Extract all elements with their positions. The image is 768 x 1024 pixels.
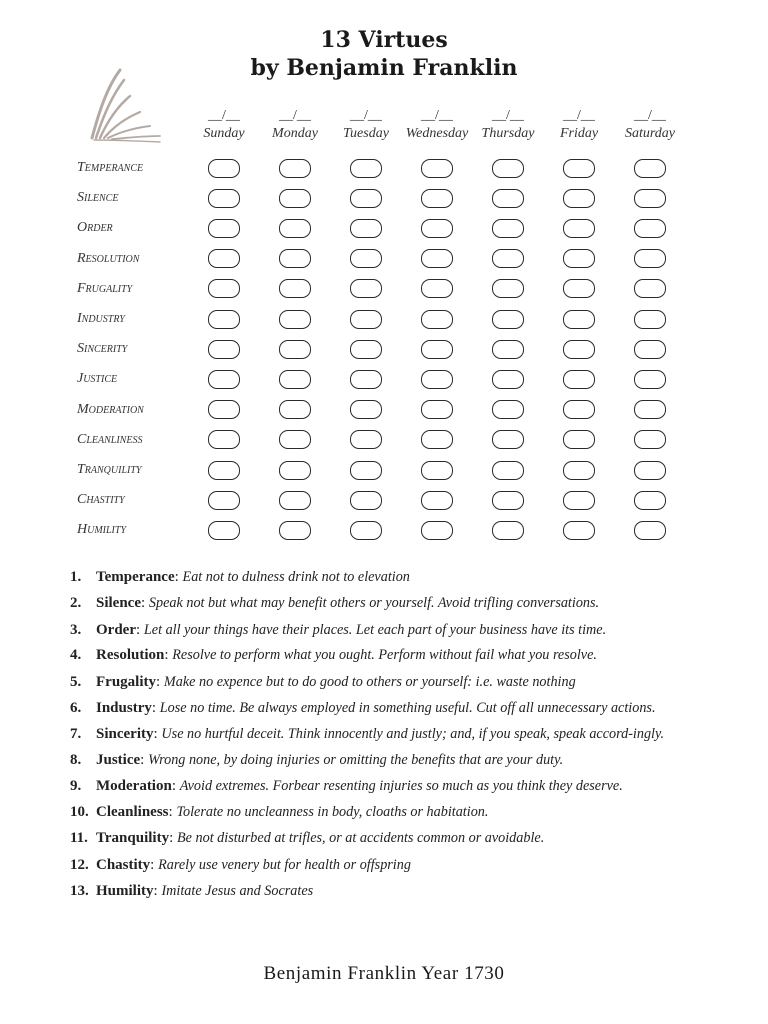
- checkbox-temperance-thursday[interactable]: [492, 159, 524, 178]
- item-number: 10.: [70, 804, 89, 821]
- virtue-name: Resolution: [96, 647, 165, 664]
- virtue-description: Speak not but what may benefit others or yourself. Avoid trifling conversations.: [148, 595, 600, 612]
- day-header-wednesday: [401, 107, 473, 143]
- checkbox-sincerity-tuesday[interactable]: [350, 340, 382, 359]
- virtue-description-item: 6. Industry: Lose no time. Be always employed in something useful. Cut off all unnecessary actions.: [70, 697, 700, 720]
- virtue-name: Temperance: [96, 569, 175, 585]
- checkbox-cleanliness-sunday[interactable]: [208, 430, 240, 449]
- checkbox-chastity-saturday[interactable]: [634, 491, 666, 510]
- checkbox-silence-thursday[interactable]: [492, 189, 524, 208]
- checkbox-industry-friday[interactable]: [563, 310, 595, 329]
- checkbox-frugality-sunday[interactable]: [208, 279, 240, 298]
- checkbox-order-tuesday[interactable]: [350, 219, 382, 238]
- checkbox-temperance-friday[interactable]: [563, 159, 595, 178]
- virtue-description-item: 13. Humility: Imitate Jesus and Socrates: [70, 880, 700, 904]
- virtue-label-tranquility: Tranquility: [77, 462, 142, 477]
- checkbox-cleanliness-wednesday[interactable]: [421, 430, 453, 449]
- checkbox-temperance-monday[interactable]: [279, 159, 311, 178]
- checkbox-humility-tuesday[interactable]: [350, 521, 382, 540]
- checkbox-industry-tuesday[interactable]: [350, 310, 382, 329]
- virtue-description-list: [70, 566, 700, 906]
- item-number: 13.: [70, 883, 89, 900]
- virtue-description-item: 11. Tranquility: Be not disturbed at trifles, or at accidents common or avoidable.: [70, 827, 700, 851]
- day-label: Tuesday: [343, 126, 389, 141]
- virtue-description: Let all your things have their places. Let each part of your business have its time.: [143, 621, 607, 638]
- checkbox-frugality-monday[interactable]: [279, 279, 311, 298]
- checkbox-chastity-friday[interactable]: [563, 491, 595, 510]
- item-number: 12.: [70, 856, 89, 873]
- virtue-description-item: 10. Cleanliness: Tolerate no uncleanness in body, cloaths or habitation.: [70, 801, 700, 825]
- virtue-name: Justice: [96, 751, 141, 768]
- virtue-description: Eat not to dulness drink not to elevation: [182, 569, 410, 585]
- virtue-description: Be not disturbed at trifles, or at accidents common or avoidable.: [177, 830, 545, 847]
- checkbox-resolution-tuesday[interactable]: [350, 249, 382, 268]
- virtue-description: Avoid extremes. Forbear resenting injuries so much as you think they deserve.: [179, 777, 623, 794]
- checkbox-justice-thursday[interactable]: [492, 370, 524, 389]
- day-label: Monday: [272, 126, 318, 141]
- checkbox-tranquility-sunday[interactable]: [208, 461, 240, 480]
- virtue-label-cleanliness: Cleanliness: [77, 431, 143, 447]
- checkbox-order-sunday[interactable]: [208, 219, 240, 238]
- day-label: Friday: [559, 126, 599, 141]
- checkbox-sincerity-saturday[interactable]: [634, 340, 666, 359]
- virtue-name: Moderation: [96, 777, 172, 794]
- item-number: 5.: [70, 673, 82, 690]
- virtue-description-item: 1. Temperance: Eat not to dulness drink not to elevation: [70, 566, 700, 590]
- item-number: 4.: [70, 647, 82, 664]
- day-header-monday: [259, 107, 331, 143]
- virtue-label-moderation: Moderation: [77, 401, 144, 417]
- checkbox-order-monday[interactable]: [279, 219, 311, 238]
- checkbox-resolution-wednesday[interactable]: [421, 249, 453, 268]
- checkbox-tranquility-tuesday[interactable]: [350, 461, 382, 480]
- virtue-name: Tranquility: [96, 830, 170, 847]
- virtue-name: Chastity: [96, 856, 151, 873]
- checkbox-temperance-sunday[interactable]: [208, 159, 240, 178]
- checkbox-order-thursday[interactable]: [492, 219, 524, 238]
- checkbox-cleanliness-friday[interactable]: [563, 430, 595, 449]
- virtue-description: Lose no time. Be always employed in something useful. Cut off all unnecessary actions.: [159, 699, 656, 716]
- virtue-description: Wrong none, by doing injuries or omitting the benefits that are your duty.: [148, 751, 564, 768]
- checkbox-sincerity-monday[interactable]: [279, 340, 311, 359]
- checkbox-humility-thursday[interactable]: [492, 521, 524, 540]
- checkbox-order-friday[interactable]: [563, 219, 595, 238]
- checkbox-cleanliness-monday[interactable]: [279, 430, 311, 449]
- day-label: Wednesday: [405, 126, 469, 141]
- page-subtitle: by Benjamin Franklin: [250, 55, 518, 81]
- virtue-label-frugality: Frugality: [77, 280, 133, 296]
- checkbox-humility-friday[interactable]: [563, 521, 595, 540]
- virtue-name: Silence: [96, 595, 141, 612]
- day-header-saturday: [614, 107, 686, 143]
- checkbox-moderation-wednesday[interactable]: [421, 400, 453, 419]
- virtue-description: Rarely use venery but for health or offspring: [158, 856, 411, 873]
- date-blank: __/__: [634, 108, 666, 123]
- checkbox-temperance-wednesday[interactable]: [421, 159, 453, 178]
- date-blank: __/__: [208, 108, 240, 123]
- date-blank: __/__: [421, 108, 453, 123]
- checkbox-justice-saturday[interactable]: [634, 370, 666, 389]
- checkbox-justice-tuesday[interactable]: [350, 370, 382, 389]
- virtue-name: Cleanliness: [96, 804, 169, 821]
- checkbox-sincerity-sunday[interactable]: [208, 340, 240, 359]
- checkbox-moderation-tuesday[interactable]: [350, 400, 382, 419]
- item-number: 2.: [70, 595, 82, 612]
- checkbox-resolution-thursday[interactable]: [492, 249, 524, 268]
- checkbox-chastity-monday[interactable]: [279, 491, 311, 510]
- checkbox-cleanliness-tuesday[interactable]: [350, 430, 382, 449]
- checkbox-justice-monday[interactable]: [279, 370, 311, 389]
- checkbox-chastity-wednesday[interactable]: [421, 491, 453, 510]
- virtue-label-chastity: Chastity: [77, 492, 125, 508]
- checkbox-moderation-friday[interactable]: [563, 400, 595, 419]
- checkbox-silence-tuesday[interactable]: [350, 189, 382, 208]
- checkbox-frugality-friday[interactable]: [563, 279, 595, 298]
- checkbox-justice-sunday[interactable]: [208, 370, 240, 389]
- checkbox-humility-wednesday[interactable]: [421, 521, 453, 540]
- checkbox-industry-thursday[interactable]: [492, 310, 524, 329]
- feather-wing-icon: [86, 68, 166, 144]
- checkbox-tranquility-saturday[interactable]: [634, 461, 666, 480]
- virtue-description: Tolerate no uncleanness in body, cloaths or habitation.: [176, 804, 489, 821]
- virtue-description-item: 3. Order: Let all your things have their places. Let each part of your business have its time.: [70, 619, 700, 642]
- virtue-name: Frugality: [96, 673, 156, 690]
- day-header-sunday: [188, 107, 260, 143]
- footer-signature: Benjamin Franklin Year 1730: [263, 963, 505, 984]
- checkbox-silence-monday[interactable]: [279, 189, 311, 208]
- day-header-friday: [543, 107, 615, 143]
- virtue-description-item: 9. Moderation: Avoid extremes. Forbear resenting injuries so much as you think they deserve.: [70, 775, 700, 799]
- checkbox-sincerity-friday[interactable]: [563, 340, 595, 359]
- checkbox-moderation-thursday[interactable]: [492, 400, 524, 419]
- virtue-label-justice: Justice: [77, 371, 118, 387]
- checkbox-cleanliness-thursday[interactable]: [492, 430, 524, 449]
- virtue-name: Sincerity: [96, 725, 154, 742]
- checkbox-frugality-saturday[interactable]: [634, 279, 666, 298]
- checkbox-resolution-friday[interactable]: [563, 249, 595, 268]
- checkbox-sincerity-thursday[interactable]: [492, 340, 524, 359]
- virtue-label-sincerity: Sincerity: [77, 341, 128, 357]
- checkbox-justice-friday[interactable]: [563, 370, 595, 389]
- checkbox-industry-saturday[interactable]: [634, 310, 666, 329]
- page-title: 13 Virtues: [320, 27, 448, 53]
- day-label: Sunday: [203, 126, 245, 141]
- date-blank: __/__: [279, 108, 311, 123]
- virtue-label-silence: Silence: [77, 190, 119, 206]
- checkbox-silence-friday[interactable]: [563, 189, 595, 208]
- checkbox-industry-monday[interactable]: [279, 310, 311, 329]
- item-number: 3.: [70, 621, 82, 638]
- virtue-label-humility: Humility: [77, 522, 127, 538]
- checkbox-resolution-saturday[interactable]: [634, 249, 666, 268]
- checkbox-resolution-monday[interactable]: [279, 249, 311, 268]
- virtue-label-resolution: Resolution: [77, 250, 140, 266]
- checkbox-resolution-sunday[interactable]: [208, 249, 240, 268]
- checkbox-tranquility-thursday[interactable]: [492, 461, 524, 480]
- checkbox-chastity-tuesday[interactable]: [350, 491, 382, 510]
- item-number: 7.: [70, 725, 82, 742]
- item-number: 1.: [70, 569, 82, 585]
- checkbox-tranquility-monday[interactable]: [279, 461, 311, 480]
- checkbox-humility-saturday[interactable]: [634, 521, 666, 540]
- checkbox-moderation-monday[interactable]: [279, 400, 311, 419]
- virtue-label-temperance: Temperance: [77, 160, 144, 175]
- virtue-description-item: 2. Silence: Speak not but what may benefit others or yourself. Avoid trifling conversations.: [70, 592, 700, 616]
- checkbox-moderation-saturday[interactable]: [634, 400, 666, 419]
- checkbox-temperance-saturday[interactable]: [634, 159, 666, 178]
- virtue-description-item: 8. Justice: Wrong none, by doing injuries or omitting the benefits that are your duty.: [70, 749, 700, 773]
- day-header-tuesday: [330, 107, 402, 143]
- checkbox-temperance-tuesday[interactable]: [350, 159, 382, 178]
- checkbox-order-wednesday[interactable]: [421, 219, 453, 238]
- day-label: Thursday: [481, 126, 535, 141]
- checkbox-tranquility-wednesday[interactable]: [421, 461, 453, 480]
- date-blank: __/__: [492, 108, 524, 123]
- checkbox-chastity-thursday[interactable]: [492, 491, 524, 510]
- virtue-name: Industry: [96, 699, 152, 716]
- virtue-name: Order: [96, 621, 136, 638]
- checkbox-frugality-tuesday[interactable]: [350, 279, 382, 298]
- day-label: Saturday: [624, 126, 676, 141]
- checkbox-sincerity-wednesday[interactable]: [421, 340, 453, 359]
- checkbox-industry-sunday[interactable]: [208, 310, 240, 329]
- virtue-description: Use no hurtful deceit. Think innocently and justly; and, if you speak, speak accord-ingly.: [161, 725, 665, 742]
- virtue-description-item: 4. Resolution: Resolve to perform what you ought. Perform without fail what you resolve.: [70, 644, 700, 668]
- date-blank: __/__: [563, 108, 595, 123]
- checkbox-justice-wednesday[interactable]: [421, 370, 453, 389]
- virtue-description-item: 5. Frugality: Make no expence but to do good to others or yourself: i.e. waste nothing: [70, 671, 700, 695]
- checkbox-humility-monday[interactable]: [279, 521, 311, 540]
- checkbox-tranquility-friday[interactable]: [563, 461, 595, 480]
- item-number: 6.: [70, 699, 82, 716]
- item-number: 11.: [70, 830, 88, 847]
- checkbox-silence-sunday[interactable]: [208, 189, 240, 208]
- virtue-label-order: Order: [77, 220, 113, 236]
- checkbox-moderation-sunday[interactable]: [208, 400, 240, 419]
- checkbox-industry-wednesday[interactable]: [421, 310, 453, 329]
- checkbox-silence-saturday[interactable]: [634, 189, 666, 208]
- checkbox-chastity-sunday[interactable]: [208, 491, 240, 510]
- virtue-description-item: 7. Sincerity: Use no hurtful deceit. Think innocently and justly; and, if you speak, speak accord-ingly.: [70, 723, 700, 746]
- checkbox-humility-sunday[interactable]: [208, 521, 240, 540]
- date-blank: __/__: [350, 108, 382, 123]
- checkbox-silence-wednesday[interactable]: [421, 189, 453, 208]
- item-number: 8.: [70, 751, 82, 768]
- checkbox-frugality-thursday[interactable]: [492, 279, 524, 298]
- virtue-description: Imitate Jesus and Socrates: [161, 883, 314, 900]
- checkbox-order-saturday[interactable]: [634, 219, 666, 238]
- virtue-description: Resolve to perform what you ought. Perform without fail what you resolve.: [172, 647, 597, 664]
- item-number: 9.: [70, 777, 82, 794]
- day-header-thursday: [472, 107, 544, 143]
- checkbox-frugality-wednesday[interactable]: [421, 279, 453, 298]
- virtue-description-item: 12. Chastity: Rarely use venery but for health or offspring: [70, 854, 700, 878]
- checkbox-cleanliness-saturday[interactable]: [634, 430, 666, 449]
- virtue-label-industry: Industry: [77, 311, 125, 326]
- virtue-description: Make no expence but to do good to others or yourself: i.e. waste nothing: [163, 673, 576, 690]
- virtue-name: Humility: [96, 883, 154, 900]
